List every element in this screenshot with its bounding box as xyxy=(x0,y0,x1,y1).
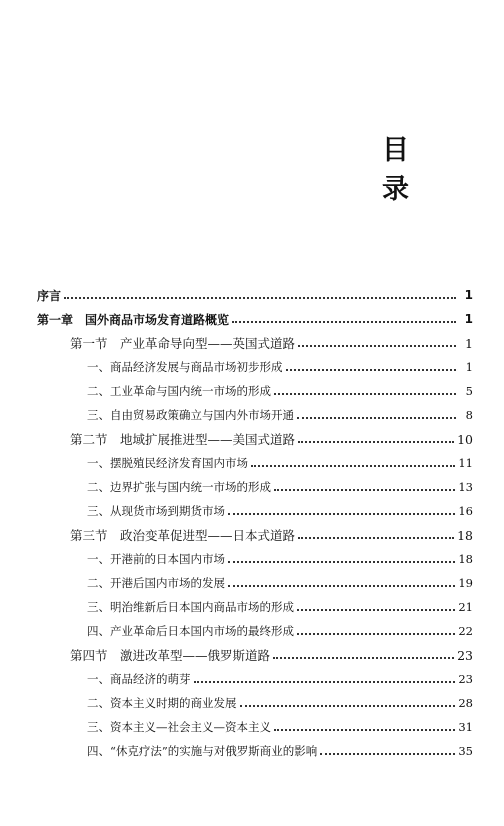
toc-entry-page: 11 xyxy=(458,456,473,470)
leader-dots xyxy=(232,321,456,323)
toc-entry-subsection[interactable] xyxy=(87,451,473,475)
toc-entry-label: 序言 xyxy=(37,288,62,303)
toc-entry-page: 16 xyxy=(458,504,473,518)
leader-dots xyxy=(228,513,455,515)
toc-entry-page: 35 xyxy=(458,744,473,758)
leader-dots xyxy=(298,537,454,539)
toc-entry-page: 1 xyxy=(465,360,473,374)
toc-entry-page: 21 xyxy=(458,600,473,614)
toc-entry-label: 二、边界扩张与国内统一市场的形成 xyxy=(87,480,271,494)
toc-entry-subsection[interactable] xyxy=(87,619,473,643)
leader-dots xyxy=(251,465,455,467)
toc-entry-label: 四、产业革命后日本国内市场的最终形成 xyxy=(87,624,294,638)
leader-dots xyxy=(274,393,456,395)
toc-entry-section-2[interactable] xyxy=(70,427,473,451)
toc-entry-subsection[interactable] xyxy=(87,667,473,691)
toc-entry-page: 8 xyxy=(465,408,473,422)
toc-entry-label: 二、工业革命与国内统一市场的形成 xyxy=(87,384,271,398)
toc-entry-subsection[interactable] xyxy=(87,595,473,619)
toc-entry-label: 一、商品经济的萌芽 xyxy=(87,672,191,686)
toc-entry-page: 28 xyxy=(458,696,473,710)
toc-entry-label: 一、开港前的日本国内市场 xyxy=(87,552,225,566)
toc-entry-page: 5 xyxy=(465,384,473,398)
leader-dots xyxy=(286,369,457,371)
toc-entry-label: 三、自由贸易政策确立与国内外市场开通 xyxy=(87,408,294,422)
toc-entry-label: 三、资本主义—社会主义—资本主义 xyxy=(87,720,271,734)
toc-entry-page: 10 xyxy=(457,431,473,447)
leader-dots xyxy=(274,729,455,731)
leader-dots xyxy=(273,657,454,659)
toc-entry-page: 18 xyxy=(457,527,473,543)
toc-entry-page: 18 xyxy=(458,552,473,566)
toc-entry-preface[interactable] xyxy=(37,283,473,307)
leader-dots xyxy=(194,681,456,683)
toc-entry-subsection[interactable] xyxy=(87,691,473,715)
toc-entry-page: 19 xyxy=(458,576,473,590)
toc-entry-page: 23 xyxy=(458,672,473,686)
toc-entry-page: 13 xyxy=(458,480,473,494)
toc-entry-subsection[interactable] xyxy=(87,355,473,379)
toc-entry-label: 一、商品经济发展与商品市场初步形成 xyxy=(87,360,283,374)
leader-dots xyxy=(64,297,456,299)
leader-dots xyxy=(274,489,455,491)
leader-dots xyxy=(297,417,456,419)
toc-entry-subsection[interactable] xyxy=(87,403,473,427)
toc-entry-page: 1 xyxy=(464,312,473,326)
toc-entry-label: 三、明治维新后日本国内商品市场的形成 xyxy=(87,600,294,614)
toc-entry-subsection[interactable] xyxy=(87,739,473,763)
toc-entry-label: 二、开港后国内市场的发展 xyxy=(87,576,225,590)
leader-dots xyxy=(228,585,455,587)
toc-entry-label: 第一节 产业革命导向型——英国式道路 xyxy=(70,336,296,351)
leader-dots xyxy=(228,561,455,563)
toc-entry-section-3[interactable] xyxy=(70,523,473,547)
toc-entry-label: 一、摆脱殖民经济发育国内市场 xyxy=(87,456,248,470)
toc-entry-section-4[interactable] xyxy=(70,643,473,667)
toc-entry-page: 1 xyxy=(464,288,473,302)
toc-entry-subsection[interactable] xyxy=(87,499,473,523)
toc-entry-label: 第四节 激进改革型——俄罗斯道路 xyxy=(70,648,271,663)
leader-dots xyxy=(297,609,455,611)
toc-entry-label: 二、资本主义时期的商业发展 xyxy=(87,696,237,710)
page-title: 目 录 xyxy=(382,135,488,205)
toc-entry-subsection[interactable] xyxy=(87,547,473,571)
toc-entry-label: 第三节 政治变革促进型——日本式道路 xyxy=(70,528,296,543)
toc-entry-chapter-1[interactable] xyxy=(37,307,473,331)
toc-entry-label: 四、“休克疗法”的实施与对俄罗斯商业的影响 xyxy=(87,744,318,758)
toc-entry-subsection[interactable] xyxy=(87,571,473,595)
toc-entry-page: 22 xyxy=(458,624,473,638)
toc-entry-subsection[interactable] xyxy=(87,715,473,739)
toc-entry-page: 31 xyxy=(458,720,473,734)
leader-dots xyxy=(297,633,455,635)
toc-entry-label: 第一章 国外商品市场发育道路概览 xyxy=(37,312,230,327)
toc-entry-label: 三、从现货市场到期货市场 xyxy=(87,504,225,518)
leader-dots xyxy=(320,753,455,755)
leader-dots xyxy=(298,345,456,347)
leader-dots xyxy=(298,441,454,443)
leader-dots xyxy=(240,705,456,707)
toc-entry-page: 23 xyxy=(457,647,473,663)
toc-entry-page: 1 xyxy=(465,335,473,351)
toc-entry-section-1[interactable] xyxy=(70,331,473,355)
toc-entry-label: 第二节 地域扩展推进型——美国式道路 xyxy=(70,432,296,447)
toc-entry-subsection[interactable] xyxy=(87,475,473,499)
toc-entry-subsection[interactable] xyxy=(87,379,473,403)
